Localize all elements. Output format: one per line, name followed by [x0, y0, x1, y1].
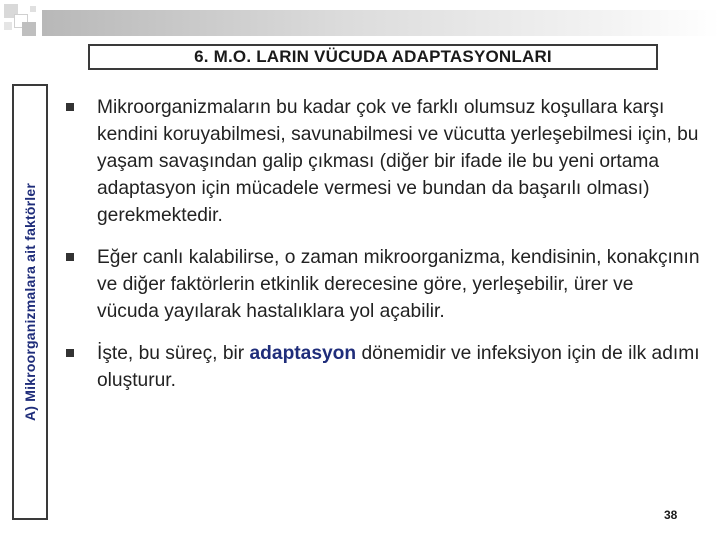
square-bullet-icon: [66, 103, 74, 111]
bullet-item: [60, 340, 700, 394]
bullet-item: [60, 244, 700, 325]
highlighted-keyword: adaptasyon: [249, 343, 357, 364]
corner-decoration-square: [22, 22, 36, 36]
side-label-text: A) Mikroorganizmalara ait faktörler: [22, 182, 38, 422]
square-bullet-icon: [66, 349, 74, 357]
square-bullet-icon: [66, 253, 74, 261]
bullet-text: Eğer canlı kalabilirse, o zaman mikroorganizma, kendisinin, konakçının ve diğer faktörlerin etkinlik derecesine göre, yerleşebilir, ürer ve vücuda yayılarak hastalıklara yol açabilir.: [97, 247, 700, 322]
corner-decoration-square: [4, 22, 12, 30]
side-label-box: [12, 84, 48, 520]
slide-title: 6. M.O. LARIN VÜCUDA ADAPTASYONLARI: [194, 47, 552, 66]
top-gradient-band: [42, 10, 720, 36]
bullet-item: [60, 94, 700, 229]
bullet-text: Mikroorganizmaların bu kadar çok ve farklı olumsuz koşullara karşı kendini koruyabilmesi, savunabilmesi ve vücutta yerleşebilmesi için, bu yaşam savaşından galip çıkması (diğer bir ifade ile bu yeni ortama adaptasyon için mücadele vermesi ve bundan da başarılı olması) gerekmektedir.: [97, 97, 699, 226]
page-number: 38: [664, 508, 678, 522]
bullet-list: [60, 94, 700, 409]
bullet-text-after: dönemidir ve infeksiyon için de ilk adımı oluşturur.: [97, 343, 700, 391]
slide-title-box: [88, 44, 658, 70]
bullet-text-before: İşte, bu süreç, bir: [97, 343, 250, 364]
corner-decoration-square: [30, 6, 36, 12]
